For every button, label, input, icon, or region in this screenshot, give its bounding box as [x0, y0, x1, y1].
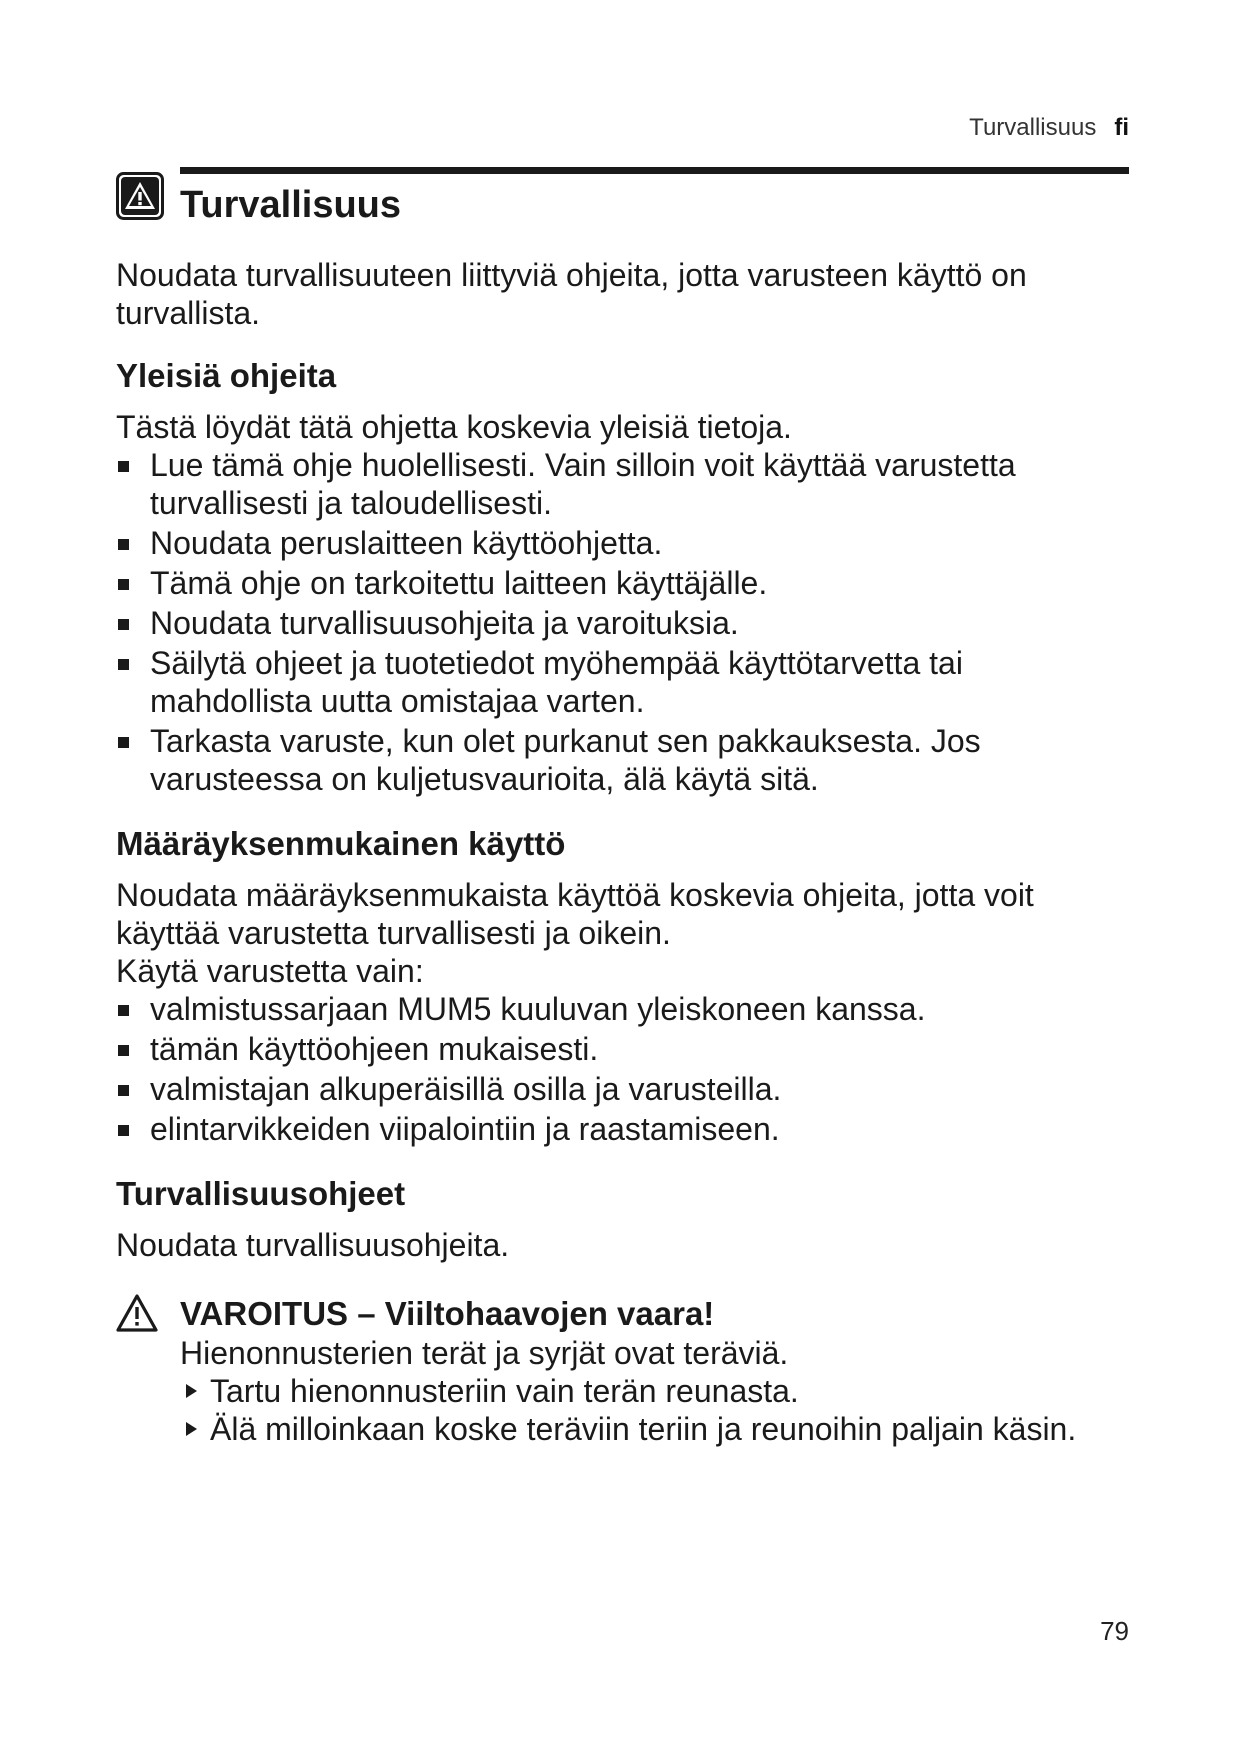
square-bullet-icon	[118, 659, 129, 670]
arrow-right-icon	[186, 1422, 197, 1436]
square-bullet-icon	[118, 619, 129, 630]
list-item: Noudata turvallisuusohjeita ja varoituksia.	[116, 604, 1126, 642]
intended-use-lead: Noudata määräyksenmukaista käyttöä koskevia ohjeita, jotta voit käyttää varustetta turvallisesti ja oikein.	[116, 877, 1034, 951]
warning-title: VAROITUS – Viiltohaavojen vaara!	[180, 1295, 715, 1332]
square-bullet-icon	[118, 539, 129, 550]
list-item: Tartu hienonnusteriin vain terän reunasta.	[180, 1372, 1126, 1410]
warning-block	[116, 1294, 1126, 1448]
list-item: elintarvikkeiden viipalointiin ja raastamiseen.	[116, 1110, 1126, 1148]
square-bullet-icon	[118, 1005, 129, 1016]
section-heading-intended-use: Määräyksenmukainen käyttö	[116, 825, 566, 862]
language-code: fi	[1114, 114, 1129, 141]
list-item: Säilytä ohjeet ja tuotetiedot myöhempää käyttötarvetta tai mahdollista uutta omistajaa varten.	[116, 644, 1126, 720]
warning-triangle-icon	[116, 1294, 158, 1332]
list-item: Lue tämä ohje huolellisesti. Vain silloin voit käyttää varustetta turvallisesti ja taloudellisesti.	[116, 446, 1126, 522]
general-lead: Tästä löydät tätä ohjetta koskevia yleisiä tietoja.	[116, 409, 792, 445]
list-item: valmistussarjaan MUM5 kuuluvan yleiskoneen kanssa.	[116, 990, 1126, 1028]
section-heading-general: Yleisiä ohjeita	[116, 357, 337, 394]
intended-use-list	[116, 990, 1126, 1148]
square-bullet-icon	[118, 579, 129, 590]
general-list	[116, 446, 1126, 798]
warning-steps	[180, 1372, 1126, 1448]
running-header-title: Turvallisuus	[969, 114, 1097, 141]
list-item: Tämä ohje on tarkoitettu laitteen käyttäjälle.	[116, 564, 1126, 602]
list-item: Tarkasta varuste, kun olet purkanut sen pakkauksesta. Jos varusteessa on kuljetusvaurioita, älä käytä sitä.	[116, 722, 1126, 798]
intro-text: Noudata turvallisuuteen liittyviä ohjeita, jotta varusteen käyttö on turvallista.	[116, 257, 1027, 331]
section-heading-safety: Turvallisuusohjeet	[116, 1175, 406, 1212]
running-header	[969, 114, 1129, 142]
square-bullet-icon	[118, 1085, 129, 1096]
main-content	[116, 256, 1126, 1448]
list-item: valmistajan alkuperäisillä osilla ja varusteilla.	[116, 1070, 1126, 1108]
warning-triangle-icon	[116, 172, 164, 220]
page-title: Turvallisuus	[180, 184, 402, 226]
arrow-right-icon	[186, 1384, 197, 1398]
square-bullet-icon	[118, 1125, 129, 1136]
safety-lead: Noudata turvallisuusohjeita.	[116, 1227, 510, 1263]
square-bullet-icon	[118, 737, 129, 748]
title-rule	[180, 167, 1129, 174]
list-item: Noudata peruslaitteen käyttöohjetta.	[116, 524, 1126, 562]
square-bullet-icon	[118, 1045, 129, 1056]
list-item: tämän käyttöohjeen mukaisesti.	[116, 1030, 1126, 1068]
square-bullet-icon	[118, 461, 129, 472]
page-number: 79	[1100, 1616, 1129, 1646]
intended-use-lead-2: Käytä varustetta vain:	[116, 953, 424, 989]
list-item: Älä milloinkaan koske teräviin teriin ja reunoihin paljain käsin.	[180, 1410, 1126, 1448]
warning-text: Hienonnusterien terät ja syrjät ovat teräviä.	[180, 1335, 789, 1371]
